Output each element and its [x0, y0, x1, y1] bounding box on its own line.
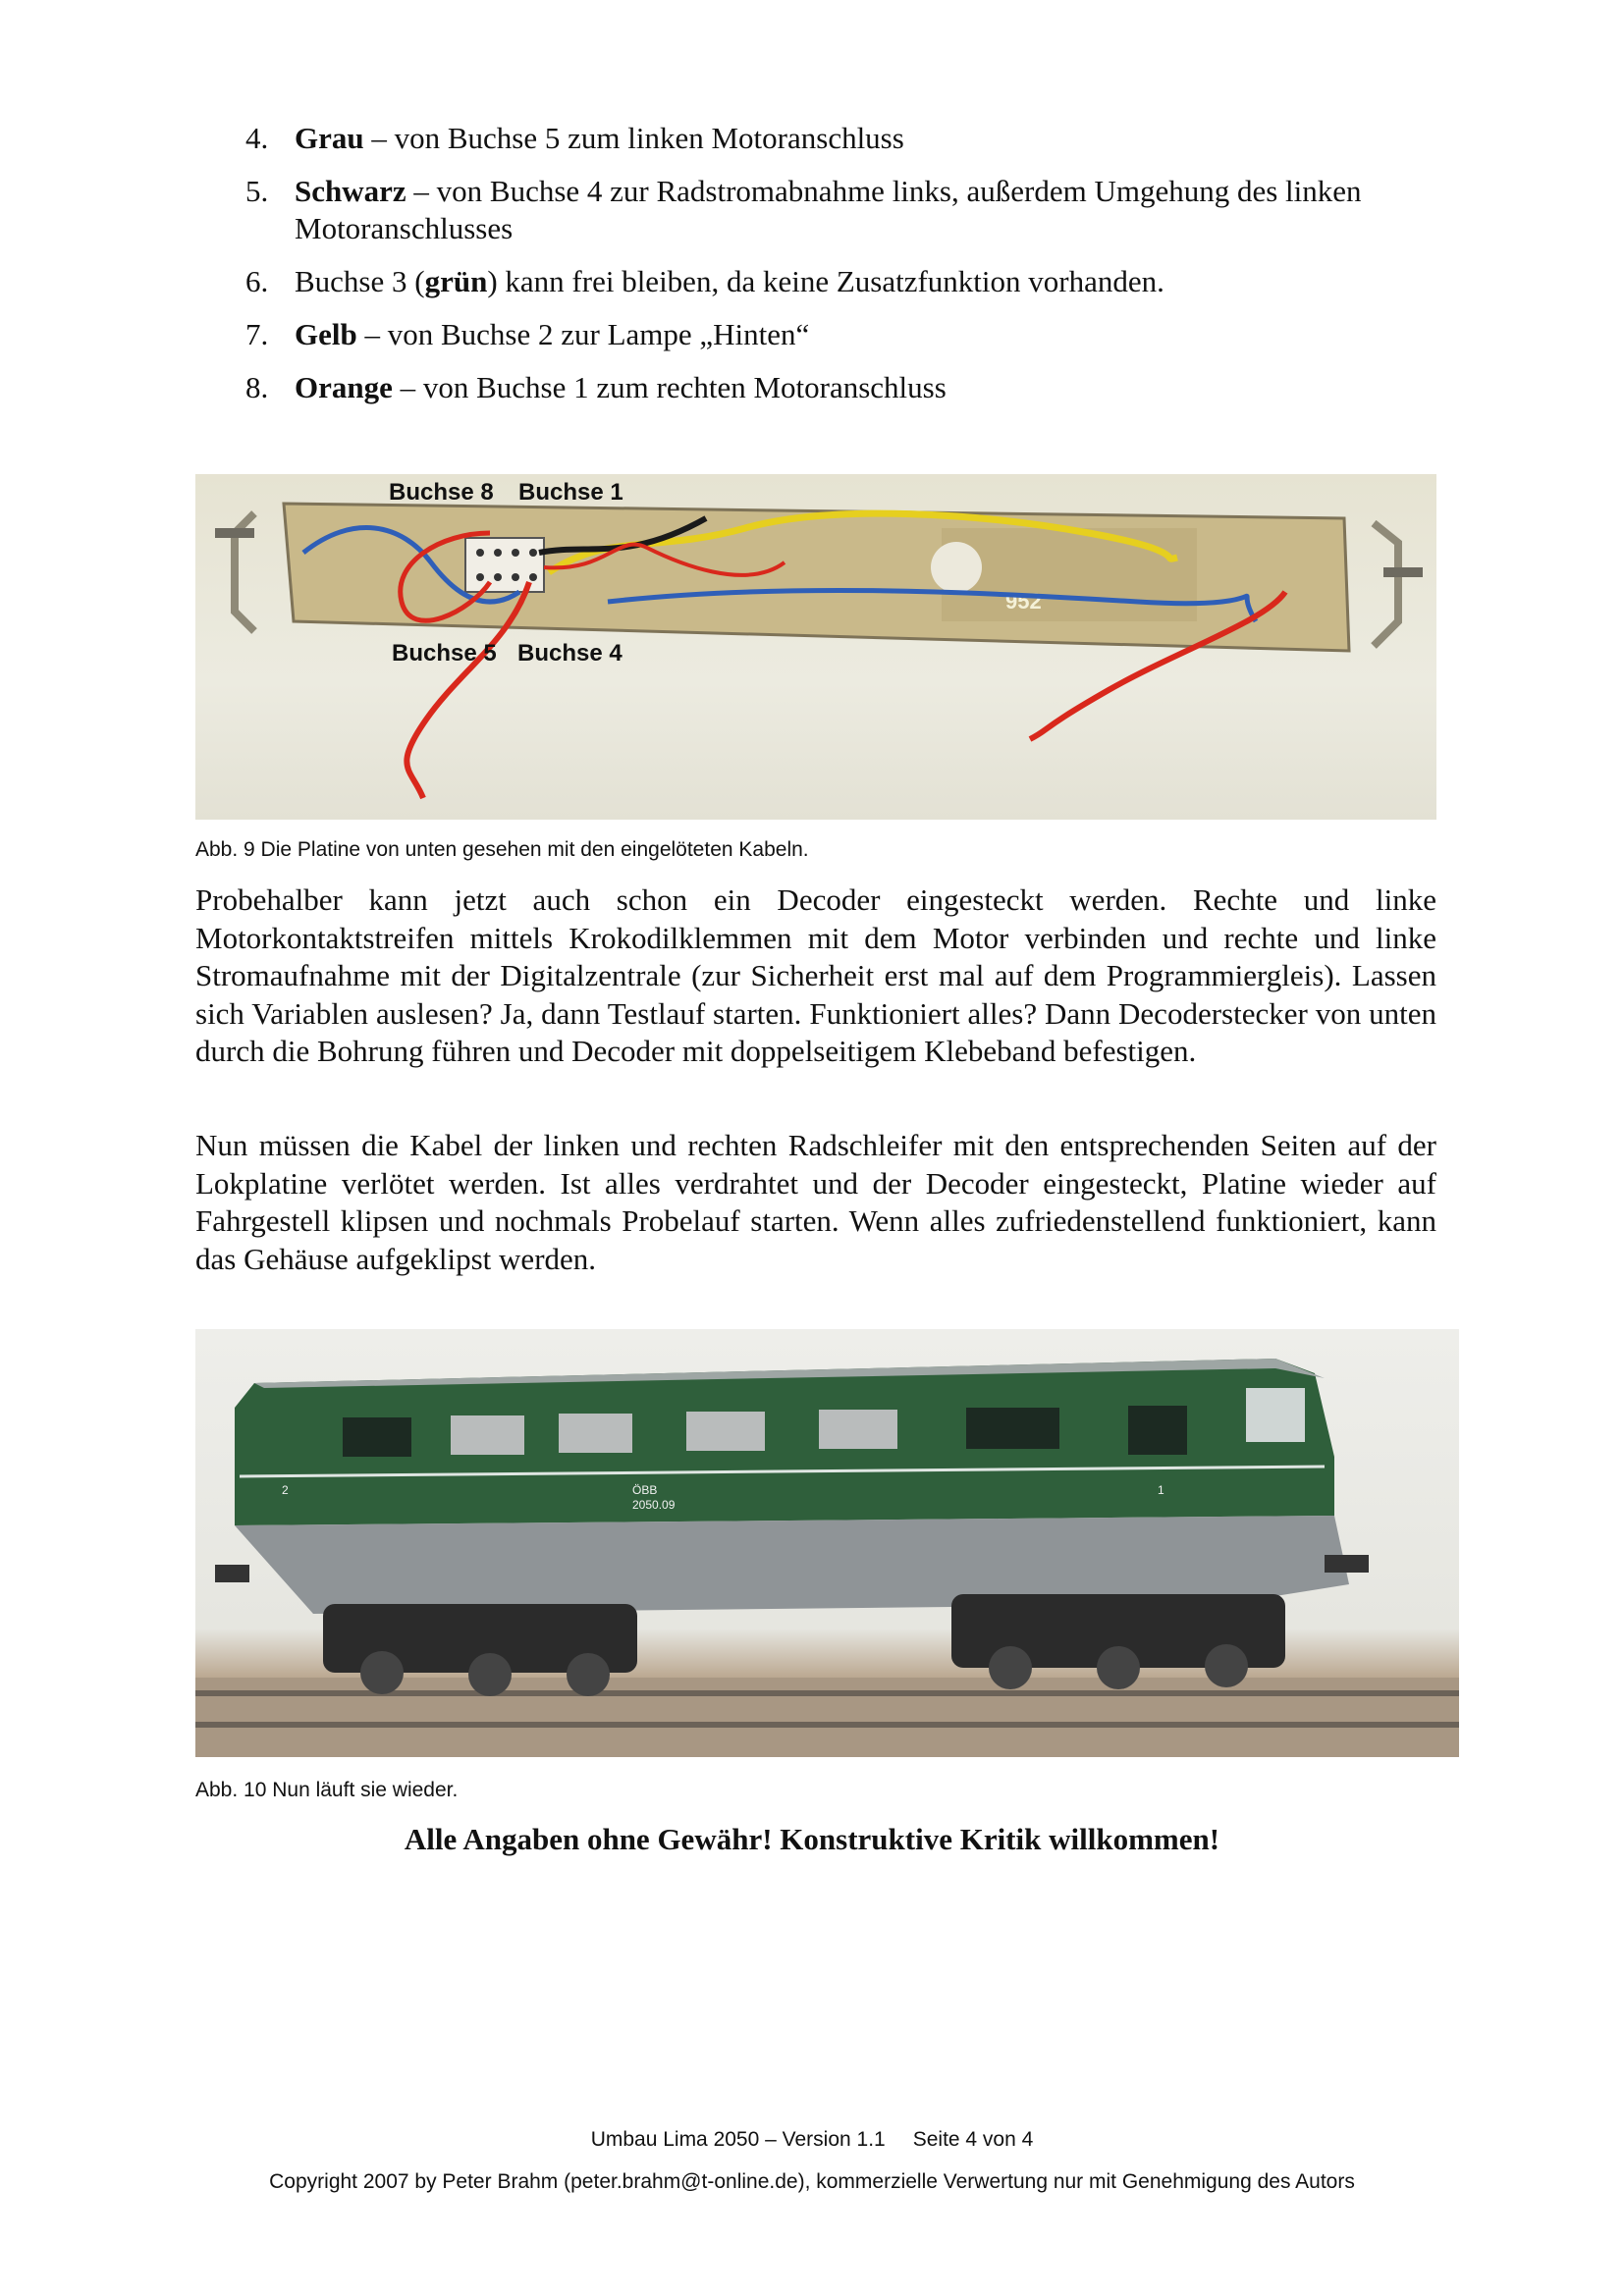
list-item-orange	[245, 369, 1453, 406]
pin-left	[215, 528, 254, 538]
loco-operator: ÖBB	[632, 1483, 658, 1497]
list-text: Grau – von Buchse 5 zum linken Motoranschluss	[295, 121, 904, 155]
page-number: Seite 4 von 4	[912, 2128, 1034, 2151]
label-buchse8: Buchse 8	[389, 479, 494, 506]
wheel	[567, 1653, 610, 1696]
color-name: Gelb	[295, 317, 357, 351]
label-buchse4: Buchse 4	[517, 640, 623, 667]
wheel	[1097, 1646, 1140, 1689]
wheel	[1205, 1644, 1248, 1687]
buffer	[215, 1565, 249, 1582]
decoder-hole	[931, 542, 982, 593]
label-buchse1: Buchse 1	[518, 479, 623, 506]
color-name: Schwarz	[295, 174, 406, 208]
list-item-gruen	[245, 263, 1453, 300]
list-text: Gelb – von Buchse 2 zur Lampe „Hinten“	[295, 317, 810, 351]
color-name: Grau	[295, 121, 364, 155]
wheel	[360, 1651, 404, 1694]
vent-grille	[559, 1414, 632, 1453]
list-item-gelb	[245, 316, 1453, 353]
footer-title: Umbau Lima 2050 – Version 1.1	[590, 2128, 886, 2151]
list-number: 7.	[245, 317, 269, 351]
board-marking: 952	[1005, 589, 1042, 614]
window	[343, 1417, 411, 1457]
wiring-list	[245, 120, 1453, 422]
color-name: Orange	[295, 370, 393, 404]
locomotive-photo	[195, 1329, 1459, 1757]
wheel	[989, 1646, 1032, 1689]
wheel	[468, 1653, 512, 1696]
list-number: 8.	[245, 370, 269, 404]
rail	[195, 1722, 1459, 1728]
vent-grille	[451, 1415, 524, 1455]
list-number: 5.	[245, 174, 269, 208]
front-window	[1246, 1388, 1305, 1442]
vent-grille	[686, 1412, 765, 1451]
body-paragraph: Nun müssen die Kabel der linken und rechten Radschleifer mit den entsprechenden Seiten auf der Lokplatine verlötet werden. Ist alles verdrahtet und der Decoder eingesteckt, Platine wieder auf Fahrgestell klipsen und nochmals Probelauf starten. Wenn alles zufriedenstellend funktioniert, kann das Gehäuse aufgeklipst werden.	[195, 1128, 1436, 1276]
list-item-schwarz	[245, 173, 1453, 247]
cab-number-right: 1	[1158, 1483, 1164, 1497]
clip-right	[1374, 523, 1398, 646]
vent-grille	[819, 1410, 897, 1449]
window	[966, 1408, 1059, 1449]
circuit-board-illustration	[195, 474, 1436, 820]
decoder-socket	[465, 538, 544, 592]
circuit-board-photo	[195, 474, 1436, 820]
figure-10-caption: Abb. 10 Nun läuft sie wieder.	[195, 1779, 459, 1801]
buffer	[1325, 1555, 1369, 1573]
locomotive-illustration	[195, 1329, 1459, 1757]
color-name: grün	[424, 264, 488, 298]
list-text: Buchse 3 (grün) kann frei bleiben, da keine Zusatzfunktion vorhanden.	[295, 264, 1164, 298]
footer-line	[0, 2128, 1624, 2152]
body-paragraph: Probehalber kann jetzt auch schon ein Decoder eingesteckt werden. Rechte und linke Motorkontaktstreifen mittels Krokodilklemmen mit dem Motor verbinden und rechte und linke Stromaufnahme mit der Digitalzentrale (zur Sicherheit erst mal auf dem Programmiergleis). Lassen sich Variablen auslesen? Ja, dann Testlauf starten. Funktioniert alles? Dann Decoderstecker von unten durch die Bohrung führen und Decoder mit doppelseitigem Klebeband befestigen.	[195, 882, 1436, 1068]
list-number: 4.	[245, 121, 269, 155]
cab-window	[1128, 1406, 1187, 1455]
list-number: 6.	[245, 264, 269, 298]
cab-number-left: 2	[282, 1483, 289, 1497]
closing-statement: Alle Angaben ohne Gewähr! Konstruktive Kritik willkommen!	[404, 1822, 1220, 1856]
figure-9-caption: Abb. 9 Die Platine von unten gesehen mit den eingelöteten Kabeln.	[195, 838, 809, 861]
footer-copyright: Copyright 2007 by Peter Brahm (peter.brahm@t-online.de), kommerzielle Verwertung nur mit Genehmigung des Autors	[269, 2170, 1355, 2193]
label-buchse5: Buchse 5	[392, 640, 497, 667]
list-item-grau	[245, 120, 1453, 157]
loco-number: 2050.09	[632, 1498, 676, 1512]
list-text: Orange – von Buchse 1 zum rechten Motoranschluss	[295, 370, 947, 404]
list-text: Schwarz – von Buchse 4 zur Radstromabnahme links, außerdem Umgehung des linken Motoranschlusses	[295, 174, 1362, 245]
pin-right	[1383, 567, 1423, 577]
